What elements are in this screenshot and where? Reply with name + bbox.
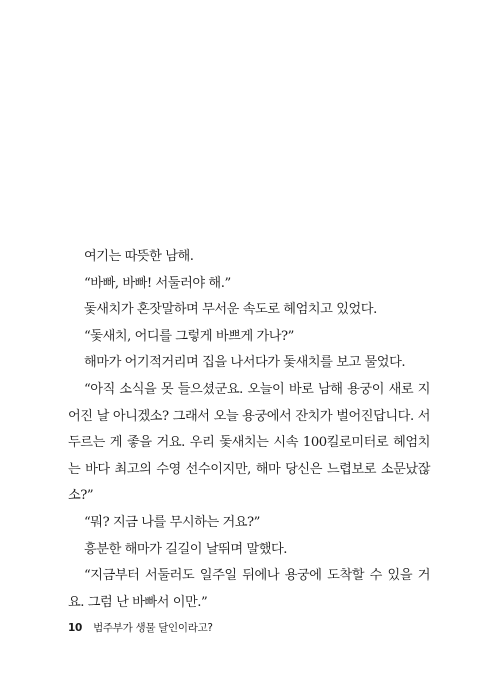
paragraph: “뭐? 지금 나를 무시하는 거요?” [84, 514, 260, 530]
body-text [68, 244, 430, 616]
paragraph: “지금부터 서둘러도 일주일 뒤에나 용궁에 도착할 수 있을 거요. 그럼 난 바빠서 이만.” [68, 568, 430, 610]
paragraph: 돛새치가 혼잣말하며 무서운 속도로 헤엄치고 있었다. [84, 302, 377, 318]
paragraph: “아직 소식을 못 들으셨군요. 오늘이 바로 남해 용궁이 새로 지어진 날 아니겠소? 그래서 오늘 용궁에서 잔치가 벌어진답니다. 서두르는 게 좋을 거요. 우리 돛새치는 시속 100킬로미터로 헤엄치는 바다 최고의 수영 선수이지만, 해마 당신은 느렵보로 소문났잖소?” [68, 381, 430, 504]
paragraph: “돛새치, 어디를 그렇게 바쁘게 가나?” [84, 328, 294, 344]
paragraph: 해마가 어기적거리며 집을 나서다가 돛새치를 보고 물었다. [84, 355, 406, 371]
page-footer [68, 620, 213, 635]
running-title: 범주부가 생물 달인이라고? [93, 622, 213, 634]
page-number: 10 [68, 622, 83, 634]
paragraph: “바빠, 바빠! 서둘러야 해.” [84, 275, 231, 291]
paragraph: 여기는 따뜻한 남해. [84, 249, 194, 264]
paragraph: 흥분한 해마가 길길이 날뛰며 말했다. [84, 541, 288, 557]
